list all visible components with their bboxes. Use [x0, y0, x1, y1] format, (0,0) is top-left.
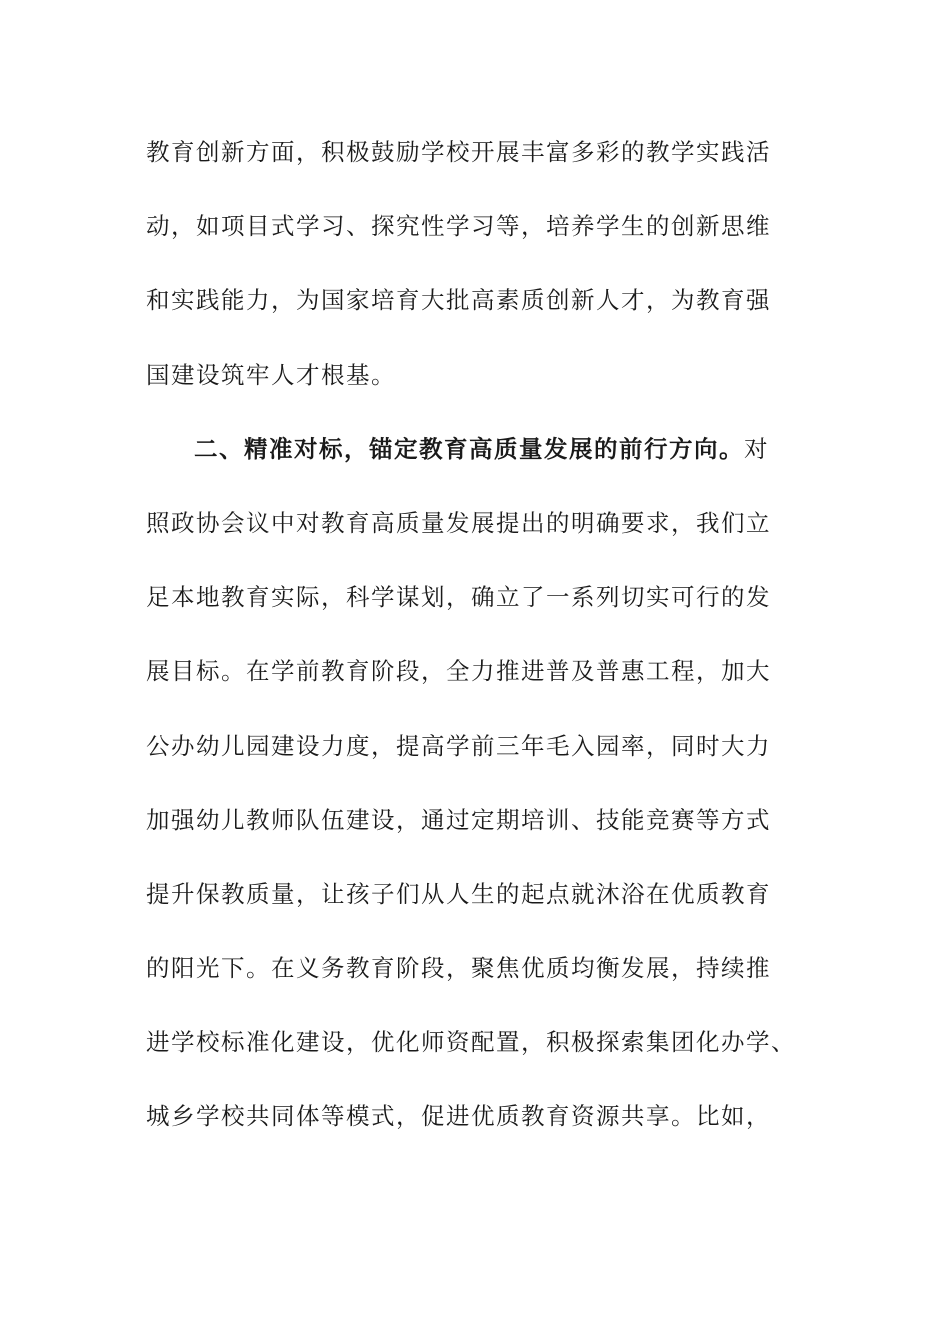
paragraph-line: 国建设筑牢人才根基。	[146, 360, 396, 389]
paragraph-line: 展目标。在学前教育阶段，全力推进普及普惠工程，加大	[146, 657, 771, 686]
paragraph-line: 的阳光下。在义务教育阶段，聚焦优质均衡发展，持续推	[146, 954, 771, 983]
paragraph-2	[146, 427, 806, 1169]
paragraph-1	[146, 130, 806, 427]
paragraph-line: 提升保教质量，让孩子们从人生的起点就沐浴在优质教育	[146, 879, 771, 908]
paragraph-first-line	[146, 427, 806, 501]
section-heading: 二、精准对标，锚定教育高质量发展的前行方向。	[194, 434, 744, 463]
heading-continuation: 对	[744, 434, 769, 463]
paragraph-line: 公办幼儿园建设力度，提高学前三年毛入园率，同时大力	[146, 731, 771, 760]
paragraph-line: 照政协会议中对教育高质量发展提出的明确要求，我们立	[146, 508, 771, 537]
paragraph-line: 和实践能力，为国家培育大批高素质创新人才，为教育强	[146, 286, 771, 315]
paragraph-line: 教育创新方面，积极鼓励学校开展丰富多彩的教学实践活	[146, 138, 771, 166]
paragraph-line: 动，如项目式学习、探究性学习等，培养学生的创新思维	[146, 212, 771, 241]
body-text	[146, 130, 806, 1169]
paragraph-line: 进学校标准化建设，优化师资配置，积极探索集团化办学、	[146, 1028, 796, 1057]
paragraph-line: 城乡学校共同体等模式，促进优质教育资源共享。比如，	[146, 1102, 771, 1131]
paragraph-line: 足本地教育实际，科学谋划，确立了一系列切实可行的发	[146, 583, 771, 612]
paragraph-line: 加强幼儿教师队伍建设，通过定期培训、技能竞赛等方式	[146, 805, 771, 834]
